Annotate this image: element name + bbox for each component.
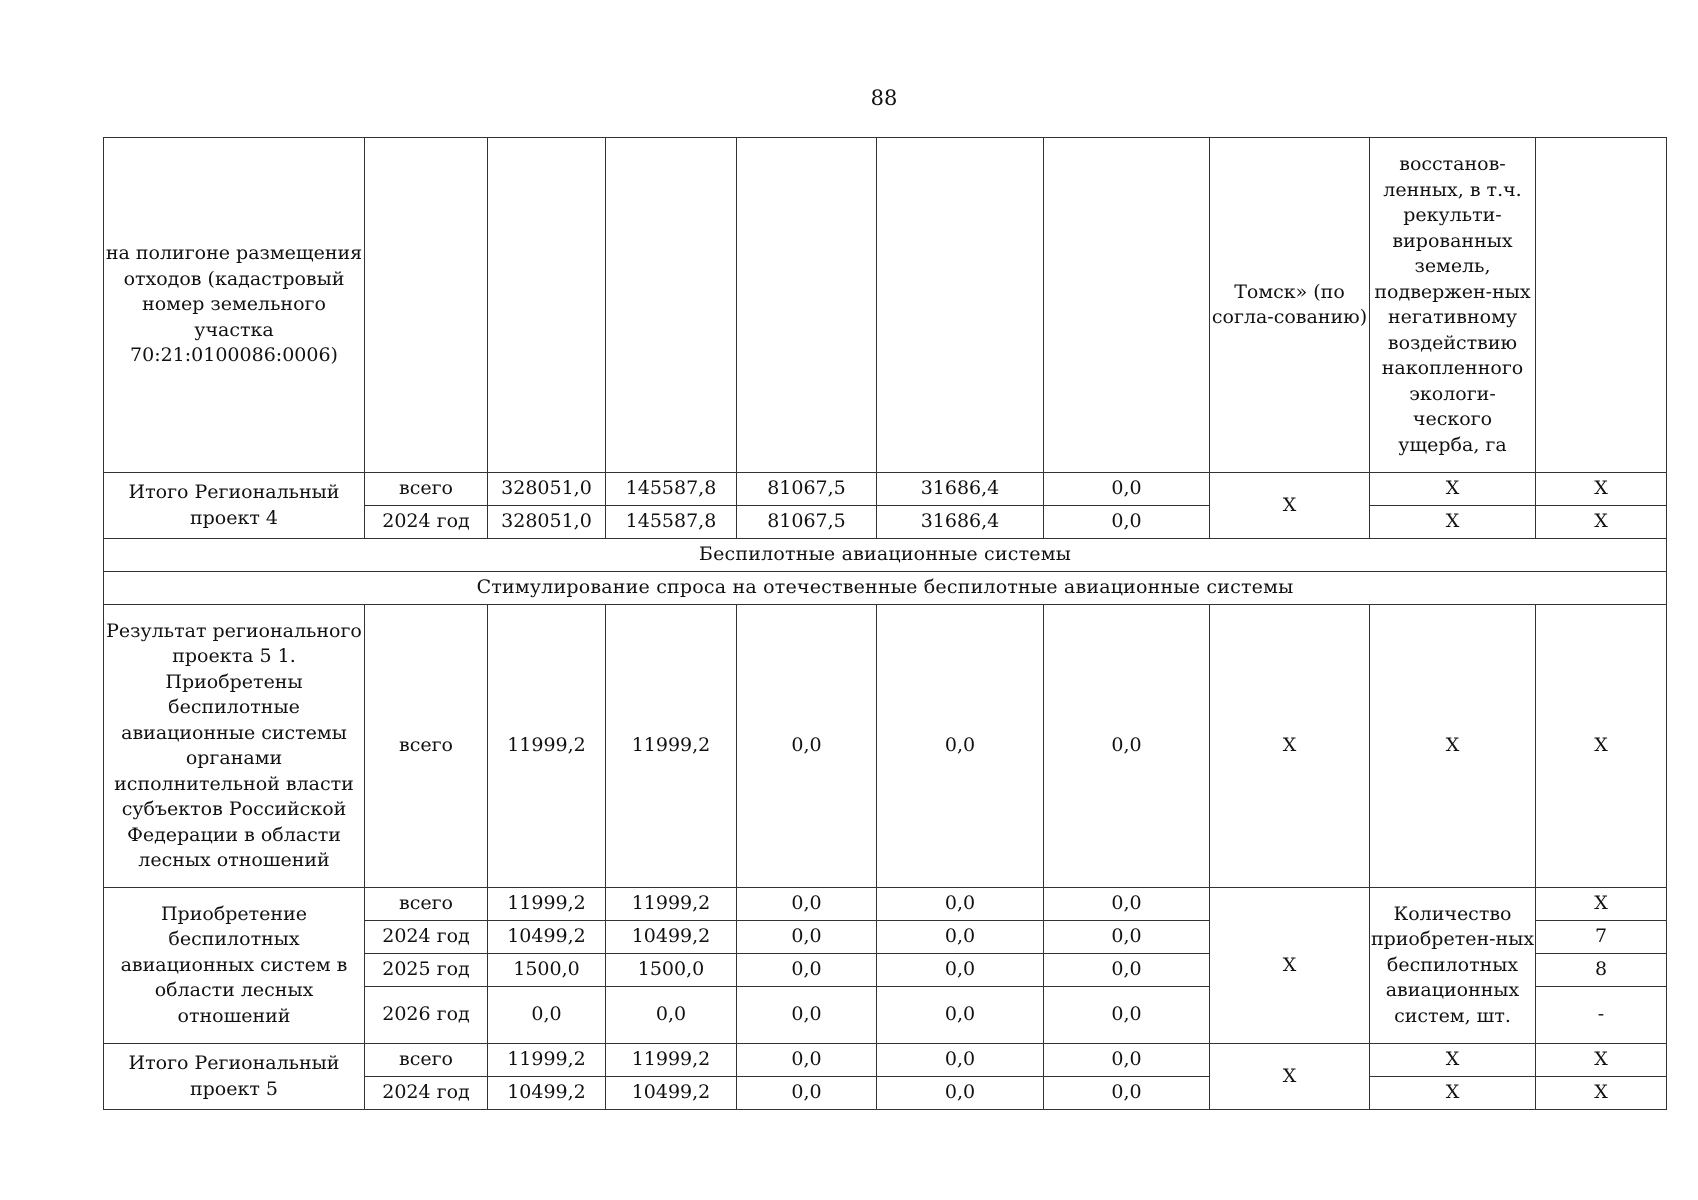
empty-cell xyxy=(1044,138,1210,473)
empty-cell xyxy=(606,138,737,473)
value-cell: 0,0 xyxy=(737,1077,877,1110)
value-cell: 0,0 xyxy=(737,1044,877,1077)
value-cell: 0,0 xyxy=(737,954,877,987)
indicator-value-cell: Х xyxy=(1536,605,1667,888)
indicator-value-cell: - xyxy=(1536,987,1667,1044)
continuation-row xyxy=(104,138,1667,473)
table-row xyxy=(104,1044,1667,1077)
value-cell: 0,0 xyxy=(877,888,1044,921)
table-row xyxy=(104,473,1667,506)
subsection-title: Стимулирование спроса на отечественные беспилотные авиационные системы xyxy=(104,572,1667,605)
indicator-cell: восстанов-ленных, в т.ч. рекульти-вированных земель, подвержен-ных негативному воздействию накопленного экологи-ческого ущерба, га xyxy=(1370,138,1536,473)
empty-cell xyxy=(877,138,1044,473)
value-cell: 0,0 xyxy=(737,921,877,954)
subsection-row xyxy=(104,572,1667,605)
value-cell: 145587,8 xyxy=(606,506,737,539)
total-label: Итого Региональный проект 5 xyxy=(104,1044,365,1110)
year-cell: 2024 год xyxy=(365,1077,488,1110)
value-cell: 0,0 xyxy=(737,987,877,1044)
value-cell: 11999,2 xyxy=(488,605,606,888)
value-cell: 328051,0 xyxy=(488,506,606,539)
row-description: на полигоне размещения отходов (кадастровый номер земельного участка 70:21:0100086:0006) xyxy=(104,138,365,473)
indicator-value-cell: Х xyxy=(1536,473,1667,506)
indicator-cell: Х xyxy=(1370,1077,1536,1110)
indicator-value-cell: Х xyxy=(1536,1077,1667,1110)
executor-cell: Х xyxy=(1210,605,1370,888)
year-cell: 2026 год xyxy=(365,987,488,1044)
table-row xyxy=(104,888,1667,921)
year-cell: всего xyxy=(365,473,488,506)
value-cell: 10499,2 xyxy=(488,921,606,954)
value-cell: 10499,2 xyxy=(606,921,737,954)
value-cell: 0,0 xyxy=(1044,954,1210,987)
section-row xyxy=(104,539,1667,572)
empty-cell xyxy=(365,138,488,473)
value-cell: 11999,2 xyxy=(488,888,606,921)
value-cell: 10499,2 xyxy=(606,1077,737,1110)
value-cell: 81067,5 xyxy=(737,473,877,506)
executor-cell: Х xyxy=(1210,888,1370,1044)
year-cell: всего xyxy=(365,888,488,921)
year-cell: 2024 год xyxy=(365,921,488,954)
indicator-value-cell: 8 xyxy=(1536,954,1667,987)
indicator-value-cell: 7 xyxy=(1536,921,1667,954)
table-row xyxy=(104,605,1667,888)
value-cell: 0,0 xyxy=(877,987,1044,1044)
value-cell: 11999,2 xyxy=(606,1044,737,1077)
value-cell: 145587,8 xyxy=(606,473,737,506)
total-label: Итого Региональный проект 4 xyxy=(104,473,365,539)
year-cell: 2024 год xyxy=(365,506,488,539)
empty-cell xyxy=(737,138,877,473)
empty-cell xyxy=(488,138,606,473)
indicator-value-cell: Х xyxy=(1536,506,1667,539)
value-cell: 0,0 xyxy=(1044,1044,1210,1077)
executor-cell: Томск» (по согла-сованию) xyxy=(1210,138,1370,473)
page-number: 88 xyxy=(870,86,898,110)
value-cell: 328051,0 xyxy=(488,473,606,506)
empty-cell xyxy=(1536,138,1667,473)
indicator-value-cell: Х xyxy=(1536,1044,1667,1077)
value-cell: 0,0 xyxy=(737,605,877,888)
indicator-cell: Х xyxy=(1370,605,1536,888)
value-cell: 11999,2 xyxy=(606,888,737,921)
year-cell: 2025 год xyxy=(365,954,488,987)
value-cell: 0,0 xyxy=(1044,987,1210,1044)
value-cell: 0,0 xyxy=(1044,605,1210,888)
indicator-cell: Х xyxy=(1370,1044,1536,1077)
value-cell: 0,0 xyxy=(488,987,606,1044)
value-cell: 0,0 xyxy=(737,888,877,921)
value-cell: 0,0 xyxy=(1044,506,1210,539)
value-cell: 11999,2 xyxy=(606,605,737,888)
value-cell: 0,0 xyxy=(877,1044,1044,1077)
value-cell: 0,0 xyxy=(1044,473,1210,506)
result-description: Результат регионального проекта 5 1. Приобретены беспилотные авиационные системы органами исполнительной власти субъектов Российской Федерации в области лесных отношений xyxy=(104,605,365,888)
value-cell: 0,0 xyxy=(877,605,1044,888)
year-cell: всего xyxy=(365,605,488,888)
value-cell: 11999,2 xyxy=(488,1044,606,1077)
value-cell: 31686,4 xyxy=(877,473,1044,506)
indicator-cell: Количество приобретен-ных беспилотных авиационных систем, шт. xyxy=(1370,888,1536,1044)
indicator-value-cell: Х xyxy=(1536,888,1667,921)
indicator-cell: Х xyxy=(1370,473,1536,506)
year-cell: всего xyxy=(365,1044,488,1077)
value-cell: 1500,0 xyxy=(606,954,737,987)
value-cell: 31686,4 xyxy=(877,506,1044,539)
value-cell: 0,0 xyxy=(877,1077,1044,1110)
indicator-cell: Х xyxy=(1370,506,1536,539)
executor-cell: Х xyxy=(1210,1044,1370,1110)
value-cell: 0,0 xyxy=(877,954,1044,987)
value-cell: 0,0 xyxy=(1044,888,1210,921)
value-cell: 0,0 xyxy=(877,921,1044,954)
budget-table xyxy=(103,137,1667,1110)
value-cell: 0,0 xyxy=(1044,1077,1210,1110)
value-cell: 0,0 xyxy=(1044,921,1210,954)
value-cell: 1500,0 xyxy=(488,954,606,987)
value-cell: 81067,5 xyxy=(737,506,877,539)
purchase-description: Приобретение беспилотных авиационных систем в области лесных отношений xyxy=(104,888,365,1044)
section-title: Беспилотные авиационные системы xyxy=(104,539,1667,572)
value-cell: 10499,2 xyxy=(488,1077,606,1110)
value-cell: 0,0 xyxy=(606,987,737,1044)
executor-cell: Х xyxy=(1210,473,1370,539)
